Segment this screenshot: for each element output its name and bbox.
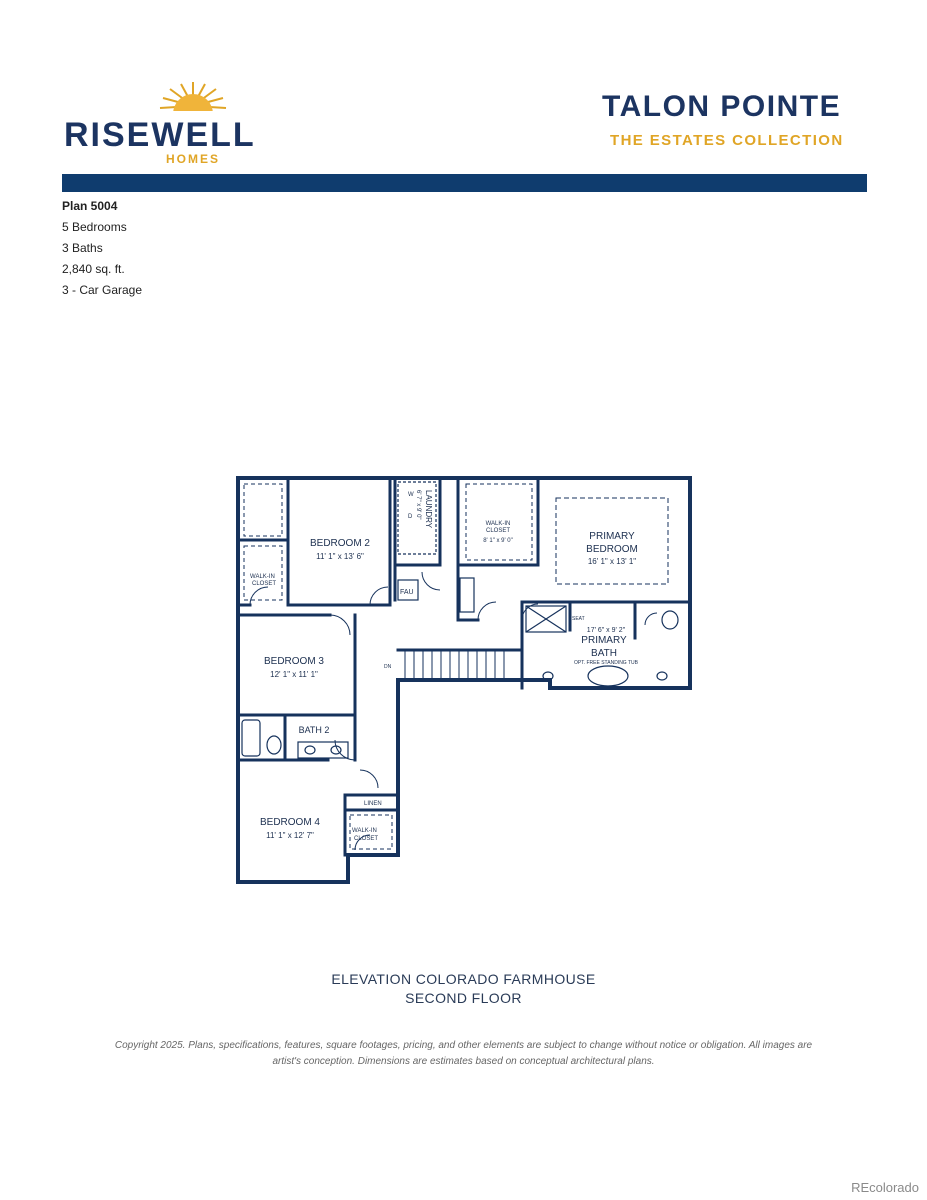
caption-floor: SECOND FLOOR [405,990,522,1006]
room-label-laundry: LAUNDRY [424,490,433,529]
room-label-bedroom-2: BEDROOM 2 [309,538,371,549]
plan-area: 2,840 sq. ft. [62,262,125,276]
plan-baths: 3 Baths [62,241,103,255]
watermark: REcolorado [851,1180,919,1195]
room-dims-bedroom-2: 11' 1" x 13' 6" [316,552,364,561]
room-dims-bedroom-3: 12' 1" x 11' 1" [270,670,318,679]
closet-label-line2: CLOSET [485,528,511,534]
plan-info [62,196,142,301]
room-label-bedroom-4: BEDROOM 4 [259,817,321,828]
community-subtitle: THE ESTATES COLLECTION [610,132,844,149]
community-title: TALON POINTE [602,90,842,123]
primary-bath-tub-note: OPT. FREE STANDING TUB [574,660,638,666]
closet-label-line1: WALK-IN [485,521,511,527]
floor-plan-drawing [230,470,700,890]
seat-label: SEAT [572,616,585,622]
plan-caption [0,970,927,1008]
room-label-bath-2: BATH 2 [298,725,330,735]
plan-bedrooms: 5 Bedrooms [62,220,127,234]
header-divider-bar [62,174,867,192]
washer-label: W [408,492,414,498]
stair-dn-label: DN [384,664,392,670]
floor-plan-svg [230,470,700,890]
walk-in-label-bedroom-4: WALK-IN [352,828,377,834]
room-label-primary-bedroom-line2: BEDROOM [586,544,638,555]
room-label-bedroom-3: BEDROOM 3 [263,656,325,667]
caption-elevation: ELEVATION COLORADO FARMHOUSE [331,971,596,987]
plan-garage: 3 - Car Garage [62,283,143,297]
dryer-label: D [408,514,413,520]
room-label-primary-bath-line2: BATH [591,648,617,659]
room-dims-laundry: 6' 7" x 9' 0" [415,490,421,520]
room-label-primary-bedroom-line1: PRIMARY [589,531,635,542]
plan-name: Plan 5004 [62,199,118,213]
room-label-primary-bath-line1: PRIMARY [581,635,627,646]
builder-logo-text: RISEWELL [64,116,256,154]
builder-logo-sub: HOMES [166,152,221,166]
copyright-notice: Copyright 2025. Plans, specifications, features, square footages, pricing, and other elements are subject to change without notice or obligation. All images are artist's conception. Dimensions are estimates based on conceptual architectural plans. [114,1040,813,1067]
room-dims-primary-bath: 17' 6" x 9' 2" [586,627,626,634]
builder-logo [60,78,256,170]
room-dims-bedroom-4: 11' 1" x 12' 7" [266,831,314,840]
closet-label-bedroom-3: CLOSET [252,581,277,587]
closet-label-bedroom-4: CLOSET [354,836,379,842]
linen-label-hall: LINEN [364,801,382,807]
fau-label: FAU [400,589,414,596]
room-dims-primary-bedroom: 16' 1" x 13' 1" [587,557,637,566]
closet-dims: 8' 1" x 9' 0" [483,538,513,544]
walk-in-label-bedroom-3: WALK-IN [250,574,275,580]
